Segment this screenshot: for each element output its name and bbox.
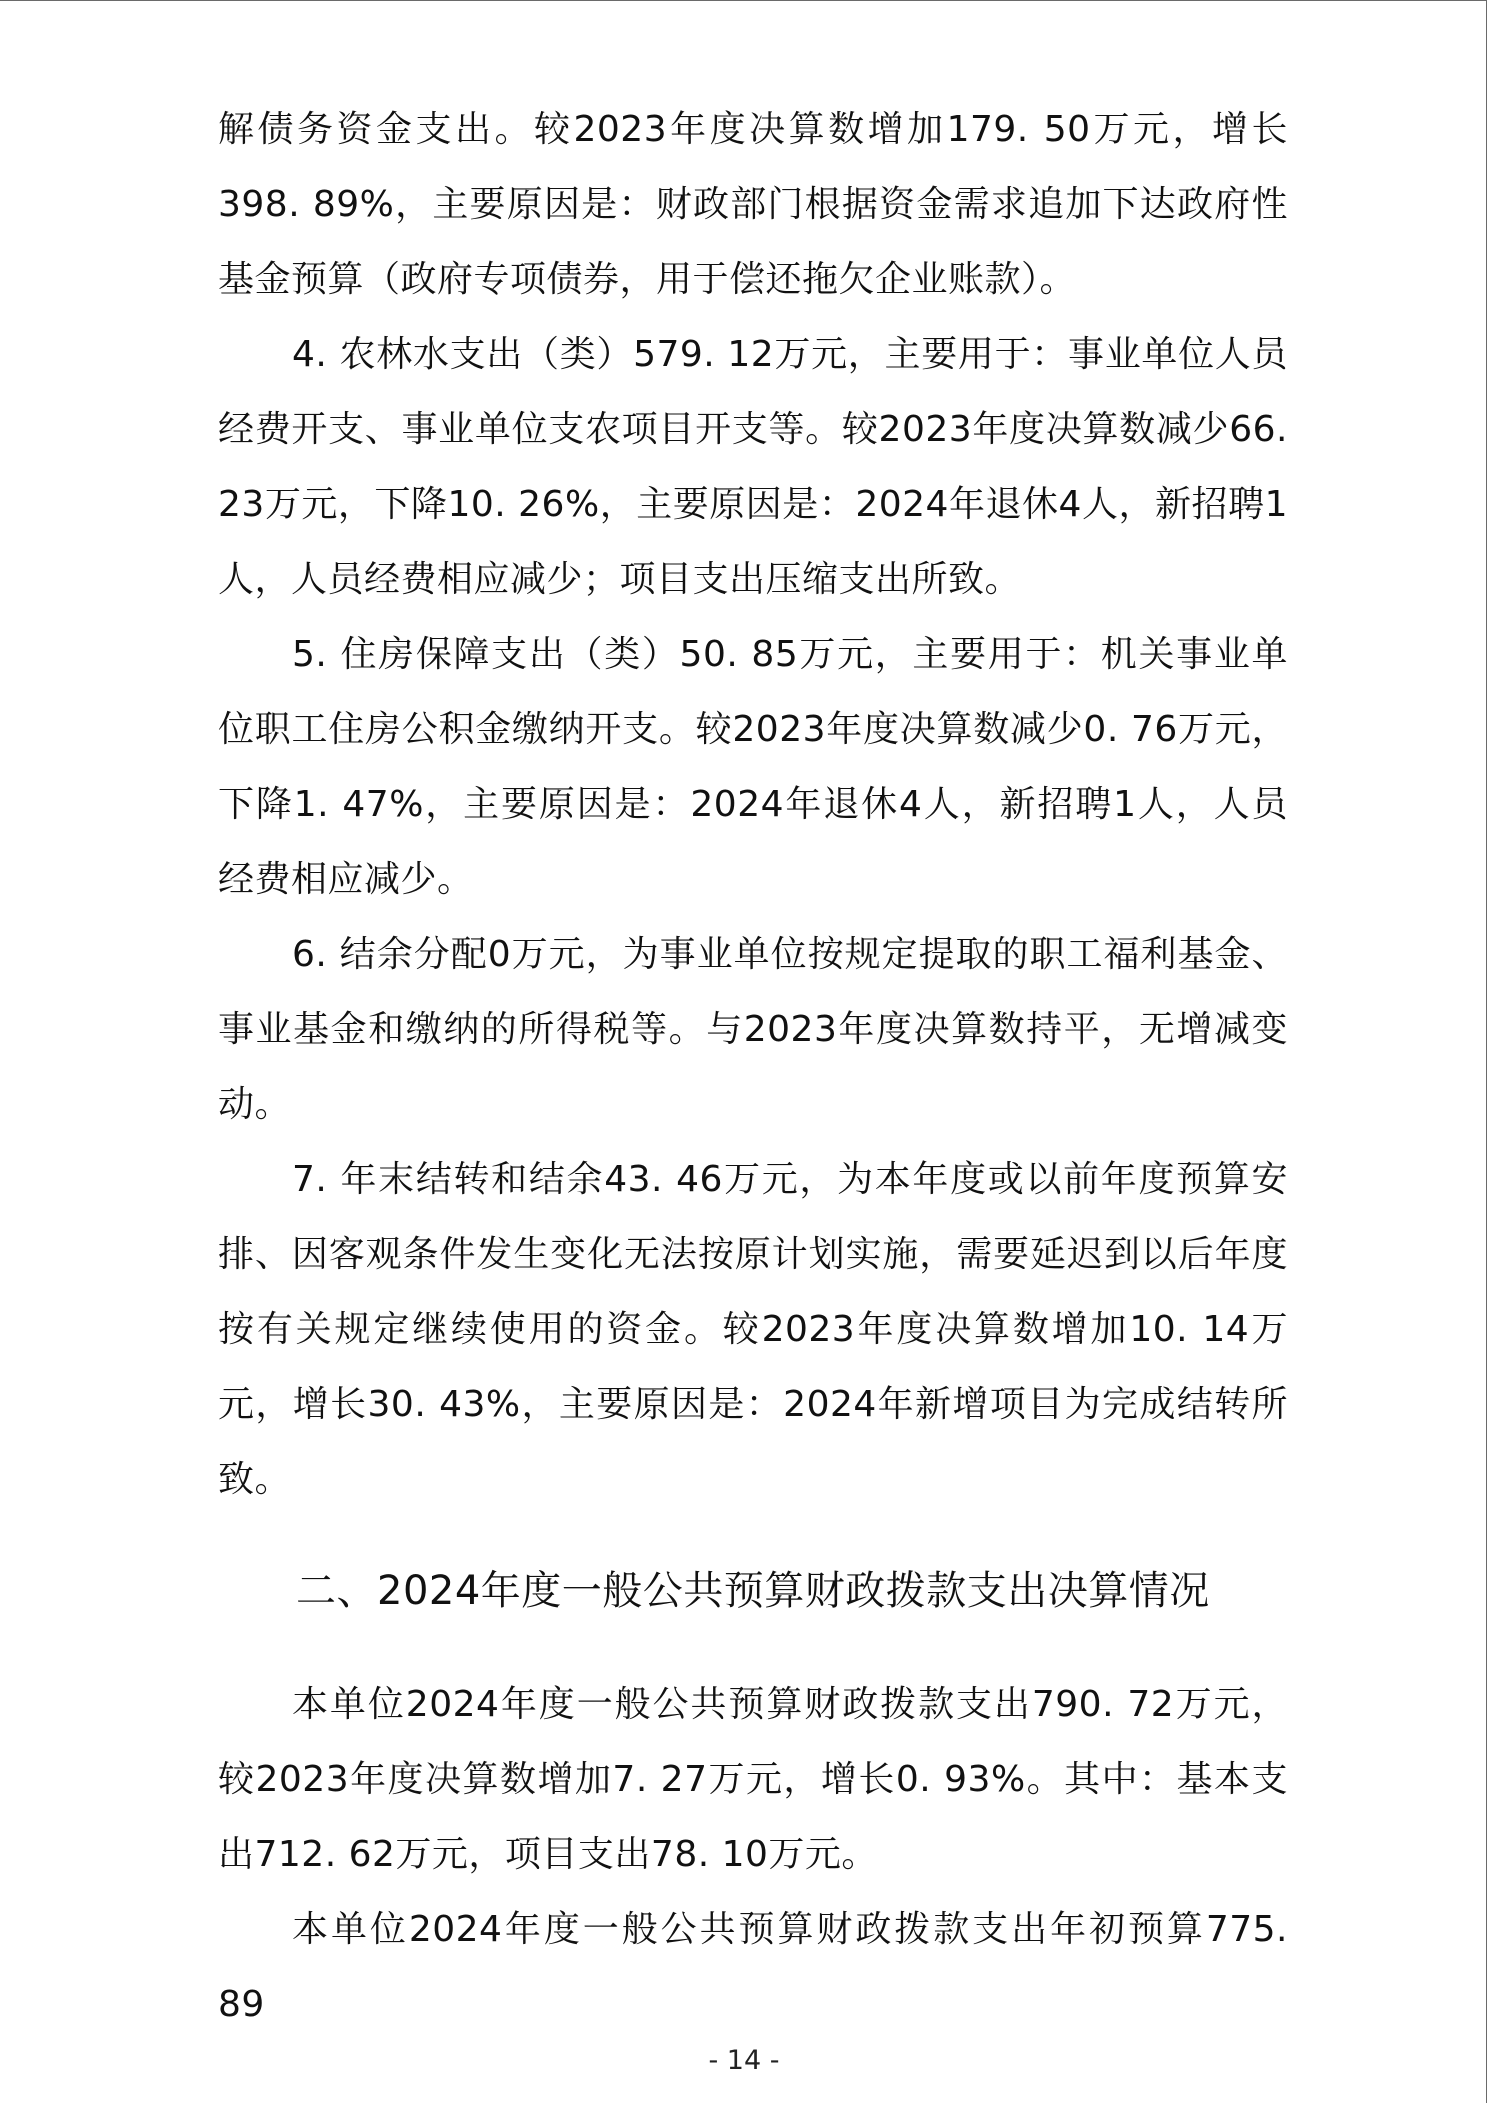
continued-paragraph: 解债务资金支出。较2023年度决算数增加179. 50万元，增长398. 89%，主要原因是：财政部门根据资金需求追加下达政府性基金预算（政府专项债券，用于偿还拖欠企业账款）。	[218, 109, 1288, 300]
item-6-surplus-paragraph: 6. 结余分配0万元，为事业单位按规定提取的职工福利基金、事业基金和缴纳的所得税等。与2023年度决算数持平，无增减变动。	[218, 934, 1288, 1125]
section-heading: 二、2024年度一般公共预算财政拨款支出决算情况	[296, 1568, 1210, 1614]
item-5-housing-paragraph: 5. 住房保障支出（类）50. 85万元，主要用于：机关事业单位职工住房公积金缴纳开支。较2023年度决算数减少0. 76万元，下降1. 47%，主要原因是：2024年退休4人，新招聘1人，人员经费相应减少。	[218, 634, 1288, 900]
item-4-agriculture-paragraph: 4. 农林水支出（类）579. 12万元，主要用于：事业单位人员经费开支、事业单位支农项目开支等。较2023年度决算数减少66. 23万元，下降10. 26%，主要原因是：2024年退休4人，新招聘1人，人员经费相应减少；项目支出压缩支出所致。	[218, 334, 1288, 600]
section-budget-paragraph: 本单位2024年度一般公共预算财政拨款支出年初预算775. 89	[218, 1909, 1288, 2025]
page-number: - 14 -	[708, 2045, 780, 2076]
item-7-carryover-paragraph: 7. 年末结转和结余43. 46万元，为本年度或以前年度预算安排、因客观条件发生变化无法按原计划实施，需要延迟到以后年度按有关规定继续使用的资金。较2023年度决算数增加10. 14万元，增长30. 43%，主要原因是：2024年新增项目为完成结转所致。	[218, 1159, 1288, 1500]
section-intro-paragraph: 本单位2024年度一般公共预算财政拨款支出790. 72万元，较2023年度决算数增加7. 27万元，增长0. 93%。其中：基本支出712. 62万元，项目支出78. 10万元。	[218, 1684, 1288, 1875]
